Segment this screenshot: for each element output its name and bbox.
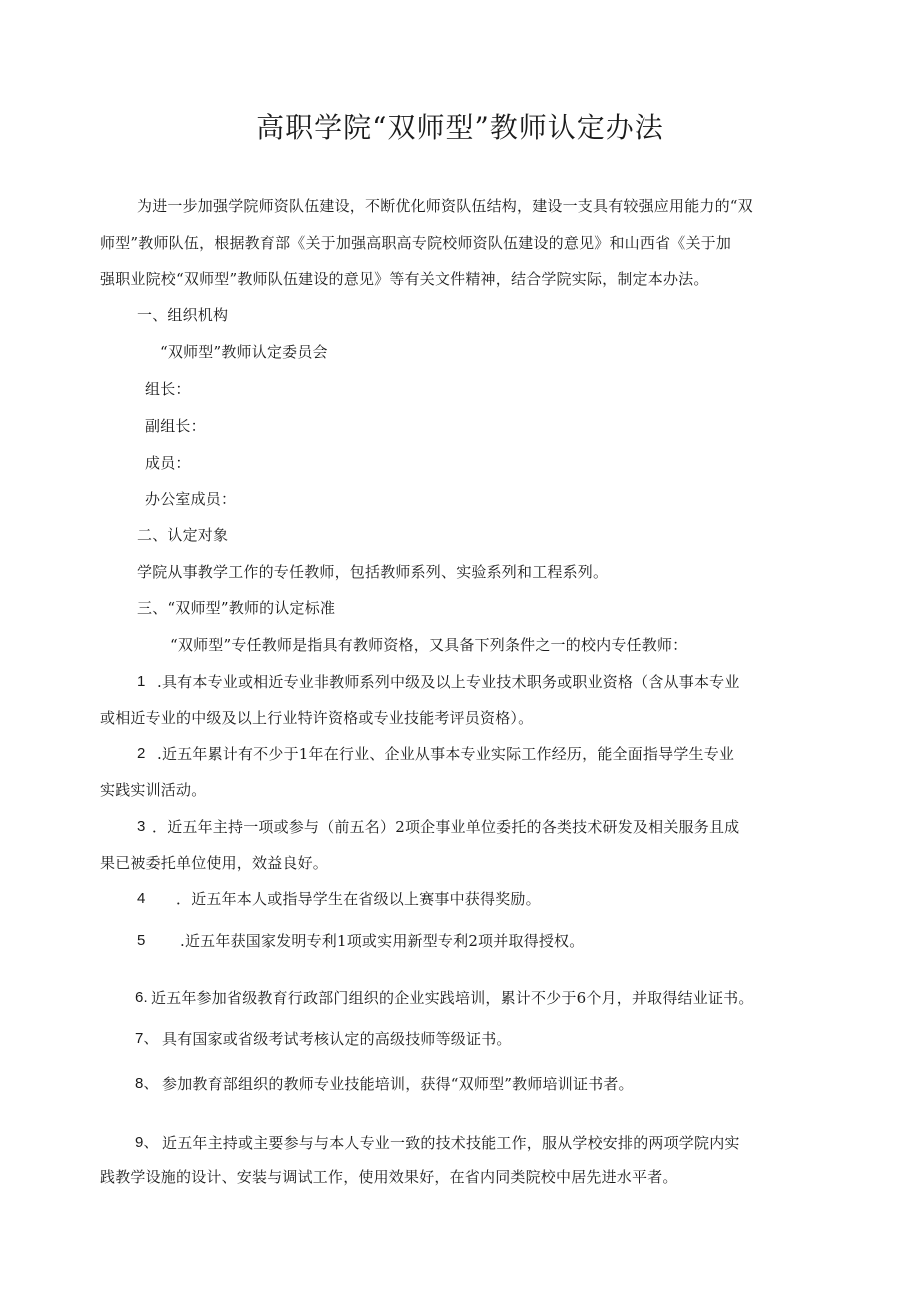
deputy-label: 副组长： bbox=[145, 417, 206, 435]
committee-name: “双师型”教师认定委员会 bbox=[160, 343, 328, 361]
item-text: 践教学设施的设计、安装与调试工作，使用效果好，在省内同类院校中居先进水平者。 bbox=[100, 1168, 678, 1186]
intro-line-3: 强职业院校“双师型”教师队伍建设的意见》等有关文件精神，结合学院实际，制定本办法。 bbox=[100, 270, 709, 288]
item-number: 8、 bbox=[135, 1075, 159, 1092]
item-number: 5 bbox=[137, 932, 146, 949]
item-number: 4 bbox=[137, 890, 146, 907]
item-text: 或相近专业的中级及以上行业特许资格或专业技能考评员资格）。 bbox=[100, 709, 534, 727]
item-number: 2 bbox=[137, 745, 146, 762]
item-text: 近五年主持或主要参与与本人专业一致的技术技能工作，服从学校安排的两项学院内实 bbox=[162, 1134, 740, 1152]
item-text: 近五年参加省级教育行政部门组织的企业实践培训，累计不少于6个月，并取得结业证书。 bbox=[151, 989, 754, 1007]
item-text: 实践实训活动。 bbox=[100, 781, 207, 799]
item-number: 6. bbox=[135, 989, 148, 1006]
section3-lead: “双师型”专任教师是指具有教师资格，又具备下列条件之一的校内专任教师： bbox=[170, 636, 688, 654]
item-number: 7、 bbox=[135, 1030, 159, 1047]
document-title: 高职学院“双师型”教师认定办法 bbox=[256, 111, 664, 144]
intro-line-2: 师型”教师队伍，根据教育部《关于加强高职高专院校师资队伍建设的意见》和山西省《关于加 bbox=[100, 234, 732, 252]
section2-heading: 二、认定对象 bbox=[137, 526, 229, 544]
item-text: .具有本专业或相近专业非教师系列中级及以上专业技术职务或职业资格（含从事本专业 bbox=[157, 673, 740, 691]
item-text: ．近五年本人或指导学生在省级以上赛事中获得奖励。 bbox=[176, 890, 541, 908]
section3-heading: 三、“双师型”教师的认定标准 bbox=[137, 599, 336, 617]
section2-text: 学院从事教学工作的专任教师，包括教师系列、实验系列和工程系列。 bbox=[137, 563, 609, 581]
intro-line-1: 为进一步加强学院师资队伍建设，不断优化师资队伍结构，建设一支具有较强应用能力的“双 bbox=[137, 197, 753, 215]
item-text: ．近五年主持一项或参与（前五名）2项企事业单位委托的各类技术研发及相关服务且成 bbox=[152, 818, 740, 836]
members-label: 成员： bbox=[145, 454, 191, 472]
item-text: .近五年获国家发明专利1项或实用新型专利2项并取得授权。 bbox=[180, 932, 585, 950]
item-text: 参加教育部组织的教师专业技能培训，获得“双师型”教师培训证书者。 bbox=[162, 1075, 634, 1093]
item-number: 3 bbox=[137, 818, 146, 835]
office-label: 办公室成员： bbox=[145, 490, 237, 508]
item-text: 具有国家或省级考试考核认定的高级技师等级证书。 bbox=[162, 1030, 512, 1048]
item-number: 9、 bbox=[135, 1134, 159, 1151]
section1-heading: 一、组织机构 bbox=[137, 306, 229, 324]
item-text: 果已被委托单位使用，效益良好。 bbox=[100, 854, 329, 872]
item-text: .近五年累计有不少于1年在行业、企业从事本专业实际工作经历，能全面指导学生专业 bbox=[157, 745, 735, 763]
leader-label: 组长： bbox=[145, 380, 191, 398]
item-number: 1 bbox=[137, 673, 146, 690]
